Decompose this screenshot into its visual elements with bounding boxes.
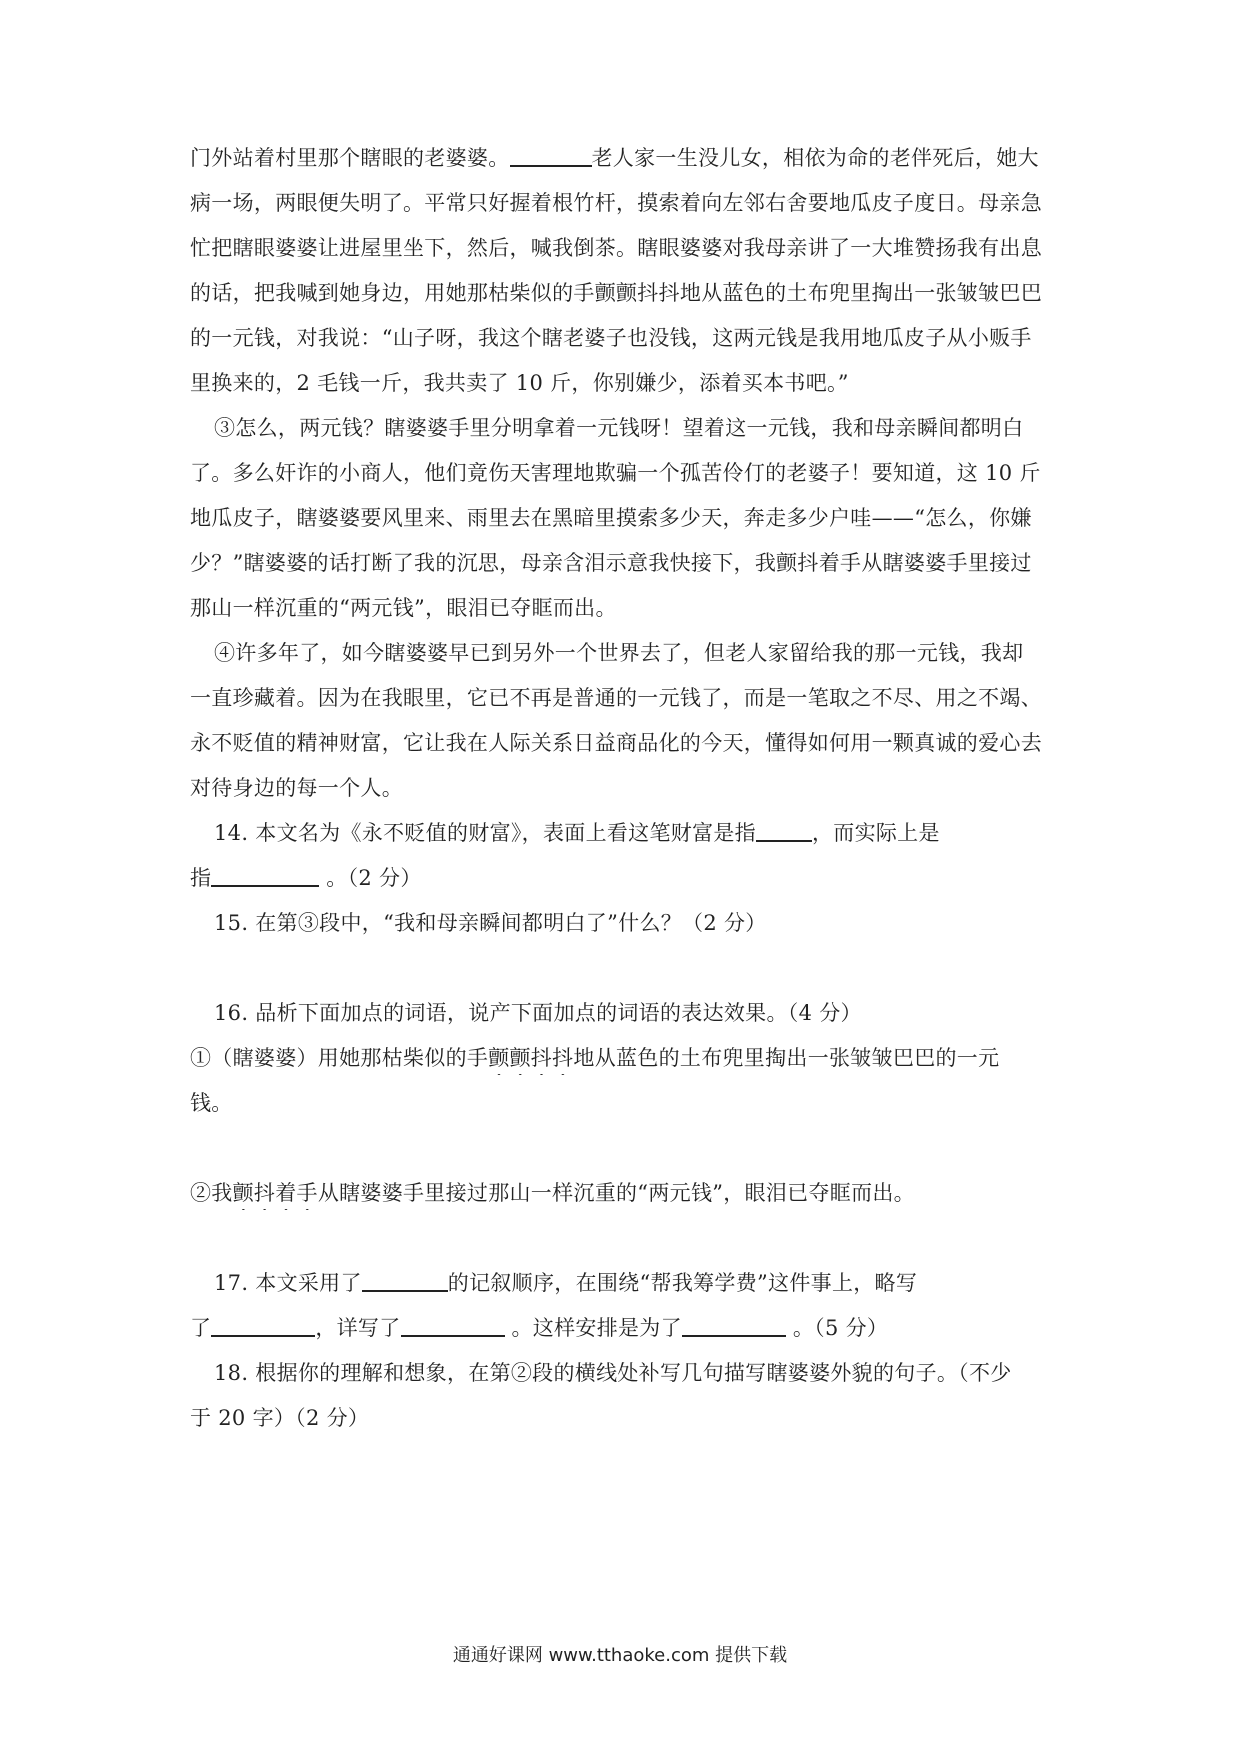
answer-blank-order[interactable] [362,1266,448,1292]
question-16-sentence-2 [190,1176,1060,1210]
text-span: 。这样安排是为了 [504,1316,682,1340]
question-15: 15. 在第③段中，“我和母亲瞬间都明白了”什么？（2 分） [214,911,767,935]
paragraph-2-line-2: 病一场，两眼便失明了。平常只好握着根竹杆，摸索着向左邻右舍要地瓜皮子度日。母亲急 [190,191,1042,215]
paragraph-4-line-3: 永不贬值的精神财富，它让我在人际关系日益商品化的今天，懂得如何用一颗真诚的爱心去 [190,731,1042,755]
question-16-sentence-1-end: 钱。 [190,1091,233,1115]
text-span: 17. 本文采用了 [214,1271,362,1295]
text-span: ①（瞎婆婆）用她那枯柴似的手 [190,1046,489,1070]
paragraph-4-line-1: ④许多年了，如今瞎婆婆早已到另外一个世界去了，但老人家留给我的那一元钱，我却 [214,641,1024,665]
question-17-line-2 [190,1311,1060,1345]
paragraph-2-line-3: 忙把瞎眼婆婆让进屋里坐下，然后，喊我倒茶。瞎眼婆婆对我母亲讲了一大堆赞扬我有出息 [190,236,1042,260]
paragraph-2-line-4: 的话，把我喊到她身边，用她那枯柴似的手颤颤抖抖地从蓝色的土布兜里掏出一张皱皱巴巴 [190,281,1042,305]
paragraph-3-line-2: 了。多么奸诈的小商人，他们竟伤天害理地欺骗一个孤苦伶仃的老婆子！要知道，这 10 斤 [190,461,1041,485]
answer-blank-actual[interactable] [211,861,319,887]
emphasized-word: 颤抖着手 [232,1181,318,1205]
text-span: ，详写了 [315,1316,401,1340]
text-span: 老人家一生没儿女，相依为命的老伴死后，她大 [591,146,1039,170]
answer-blank-detailed[interactable] [401,1311,505,1337]
question-14-line-1 [214,816,1060,850]
text-span: ②我 [190,1181,233,1205]
text-span: 门外站着村里那个瞎眼的老婆婆。 [190,146,510,170]
text-span: 指 [190,866,212,890]
answer-blank-purpose[interactable] [682,1311,786,1337]
paragraph-3-line-1: ③怎么，两元钱？瞎婆婆手里分明拿着一元钱呀！望着这一元钱，我和母亲瞬间都明白 [214,416,1024,440]
paragraph-2-line-5: 的一元钱，对我说：“山子呀，我这个瞎老婆子也没钱，这两元钱是我用地瓜皮子从小贩手 [190,326,1032,350]
question-18-line-2: 于 20 字）（2 分） [190,1406,370,1430]
text-span: 了 [190,1316,212,1340]
paragraph-2-line-6: 里换来的，2 毛钱一斤，我共卖了 10 斤，你别嫌少，添着买本书吧。” [190,371,849,395]
question-16-title: 16. 品析下面加点的词语，说产下面加点的词语的表达效果。（4 分） [214,1001,862,1025]
paragraph-3-line-5: 那山一样沉重的“两元钱”，眼泪已夺眶而出。 [190,596,617,620]
paragraph-4-line-4: 对待身边的每一个人。 [190,776,403,800]
text-span: 的记叙顺序，在围绕“帮我筹学费”这件事上，略写 [447,1271,918,1295]
question-14-line-2 [190,861,1060,895]
answer-blank-surface[interactable] [756,816,812,842]
text-span: 地从蓝色的土布兜里掏出一张皱皱巴巴的一元 [573,1046,1000,1070]
text-span: ，而实际上是 [811,821,940,845]
emphasized-word: 颤颤抖抖 [488,1046,574,1070]
question-18-line-1: 18. 根据你的理解和想象，在第②段的横线处补写几句描写瞎婆婆外貌的句子。（不少 [214,1361,1012,1385]
question-17-line-1 [214,1266,1060,1300]
paragraph-2-line-1 [190,141,1060,175]
paragraph-3-line-4: 少？”瞎婆婆的话打断了我的沉思，母亲含泪示意我快接下，我颤抖着手从瞎婆婆手里接过 [190,551,1032,575]
page-footer: 通通好课网 www.tthaoke.com 提供下载 [452,1645,788,1666]
text-span: 14. 本文名为《永不贬值的财富》，表面上看这笔财富是指 [214,821,756,845]
paragraph-4-line-2: 一直珍藏着。因为在我眼里，它已不再是普通的一元钱了，而是一笔取之不尽、用之不竭、 [190,686,1042,710]
text-span: 从瞎婆婆手里接过那山一样沉重的“两元钱”，眼泪已夺眶而出。 [317,1181,915,1205]
text-span: 。（5 分） [785,1316,889,1340]
question-16-sentence-1 [190,1041,1060,1075]
text-span: 。（2 分） [319,866,422,890]
paragraph-3-line-3: 地瓜皮子，瞎婆婆要风里来、雨里去在黑暗里摸索多少天，奔走多少户哇——“怎么，你嫌 [190,506,1032,530]
answer-blank-appearance[interactable] [510,141,592,167]
answer-blank-brief[interactable] [211,1311,315,1337]
